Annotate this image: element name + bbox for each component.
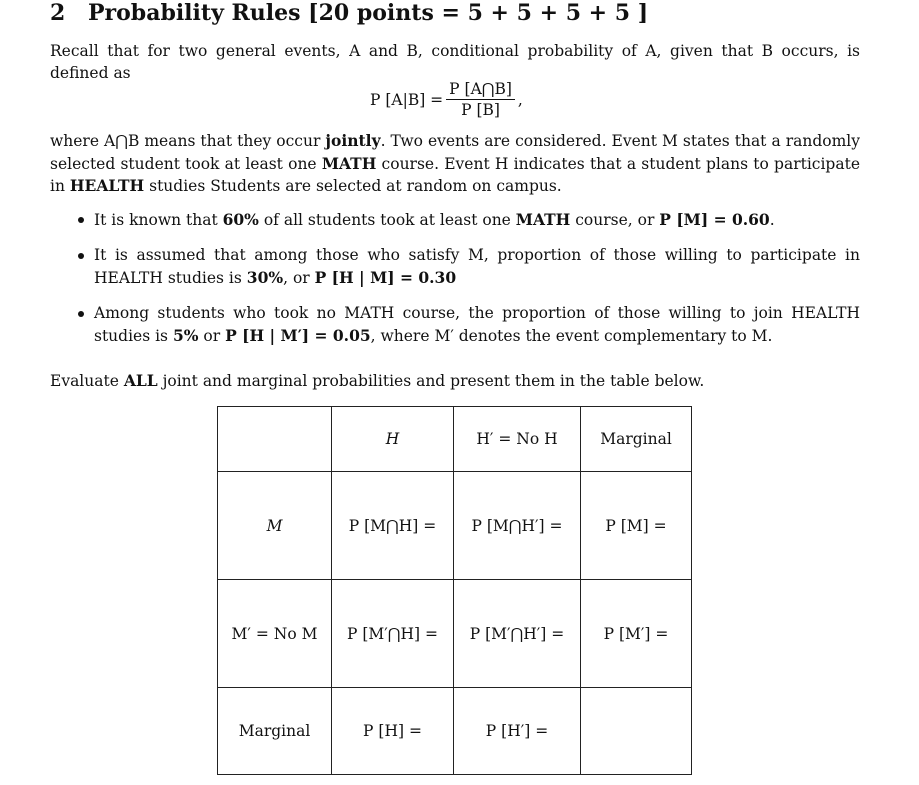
table-header-cell: Marginal — [581, 407, 692, 472]
table-row-label: M′ = No M — [218, 580, 332, 688]
bullet-text: or — [198, 326, 226, 345]
formula-lhs: P [A|B] = — [370, 90, 444, 109]
table-header-row — [218, 407, 692, 472]
description-text-4: studies Students are selected at random on campus. — [144, 177, 562, 195]
section-number: 2 — [50, 0, 66, 26]
table-row-label: M — [218, 472, 332, 580]
bullet-text: . — [769, 211, 775, 229]
table-row — [218, 580, 692, 688]
formula-numerator: P [A⋂B] — [446, 80, 515, 100]
bullet-icon — [78, 311, 84, 317]
bullet-icon — [78, 253, 84, 259]
table-cell — [581, 688, 692, 775]
description-bold-jointly: jointly — [325, 131, 381, 150]
bullet-text: Among students who took no MATH course, the proportion of those willing to join HEALTH studies is — [94, 304, 860, 345]
formula-trail: , — [517, 90, 523, 109]
table-cell[interactable]: P [H′] = — [454, 688, 581, 775]
list-item — [78, 209, 860, 232]
table-header-cell: H′ = No H — [454, 407, 581, 472]
bullet-text: It is known that — [94, 211, 223, 229]
section-title-text: Probability Rules [20 points = 5 + 5 + 5 + 5 ] — [88, 0, 649, 26]
table-row — [218, 688, 692, 775]
description-bold-health: HEALTH — [69, 176, 145, 195]
bullet-icon — [78, 217, 84, 223]
bullet-text: course, or — [570, 211, 660, 229]
table-cell[interactable]: P [M′⋂H′] = — [454, 580, 581, 688]
instruction-text-1: Evaluate — [50, 372, 124, 390]
formula-denominator: P [B] — [461, 101, 500, 119]
probability-table — [217, 406, 692, 775]
bullet-bold: 30% — [246, 267, 284, 287]
table-row-label: Marginal — [218, 688, 332, 775]
bullet-text: of all students took at least one — [258, 211, 516, 229]
table-header-cell: H — [332, 407, 454, 472]
table-cell[interactable]: P [M⋂H] = — [332, 472, 454, 580]
table-corner-cell — [218, 407, 332, 472]
intro-paragraph — [50, 41, 860, 84]
list-item — [78, 245, 860, 289]
instruction-paragraph — [50, 370, 860, 393]
table-cell[interactable]: P [H] = — [332, 688, 454, 775]
instruction-bold-all: ALL — [123, 371, 158, 390]
description-text-3: course. Event H indicates that a student plans to participate in — [50, 154, 860, 195]
table-cell[interactable]: P [M′⋂H] = — [332, 580, 454, 688]
bullet-text: It is assumed that among those who satisfy M, proportion of those willing to participate in HEALTH studies is — [94, 246, 860, 287]
bullet-text: , or — [283, 268, 315, 287]
table-cell[interactable]: P [M⋂H′] = — [454, 472, 581, 580]
description-paragraph — [50, 130, 860, 198]
bullet-bold: P [H | M] = 0.30 — [314, 267, 457, 287]
section-title — [50, 0, 648, 26]
bullet-bold: MATH — [515, 210, 571, 229]
conditional-probability-formula — [370, 80, 523, 119]
list-item — [78, 303, 860, 347]
instruction-text-2: joint and marginal probabilities and present them in the table below. — [157, 372, 705, 390]
bullet-bold: P [H | M′] = 0.05 — [225, 325, 371, 345]
description-bold-math: MATH — [321, 153, 377, 173]
description-text-2: . Two events are considered. Event M states that a randomly selected student took at least one — [50, 132, 861, 173]
bullet-bold: 5% — [172, 325, 199, 345]
bullet-bold: P [M] = 0.60 — [659, 210, 770, 229]
intro-text: Recall that for two general events, A and B, conditional probability of A, given that B occurs, is defined as — [50, 42, 860, 82]
bullet-bold: 60% — [222, 210, 259, 229]
table-cell[interactable]: P [M′] = — [581, 580, 692, 688]
table-row — [218, 472, 692, 580]
bullet-text: , where M′ denotes the event complementary to M. — [370, 326, 773, 345]
table-cell[interactable]: P [M] = — [581, 472, 692, 580]
formula-fraction — [446, 80, 515, 119]
description-text-1: where A⋂B means that they occur — [50, 132, 326, 150]
